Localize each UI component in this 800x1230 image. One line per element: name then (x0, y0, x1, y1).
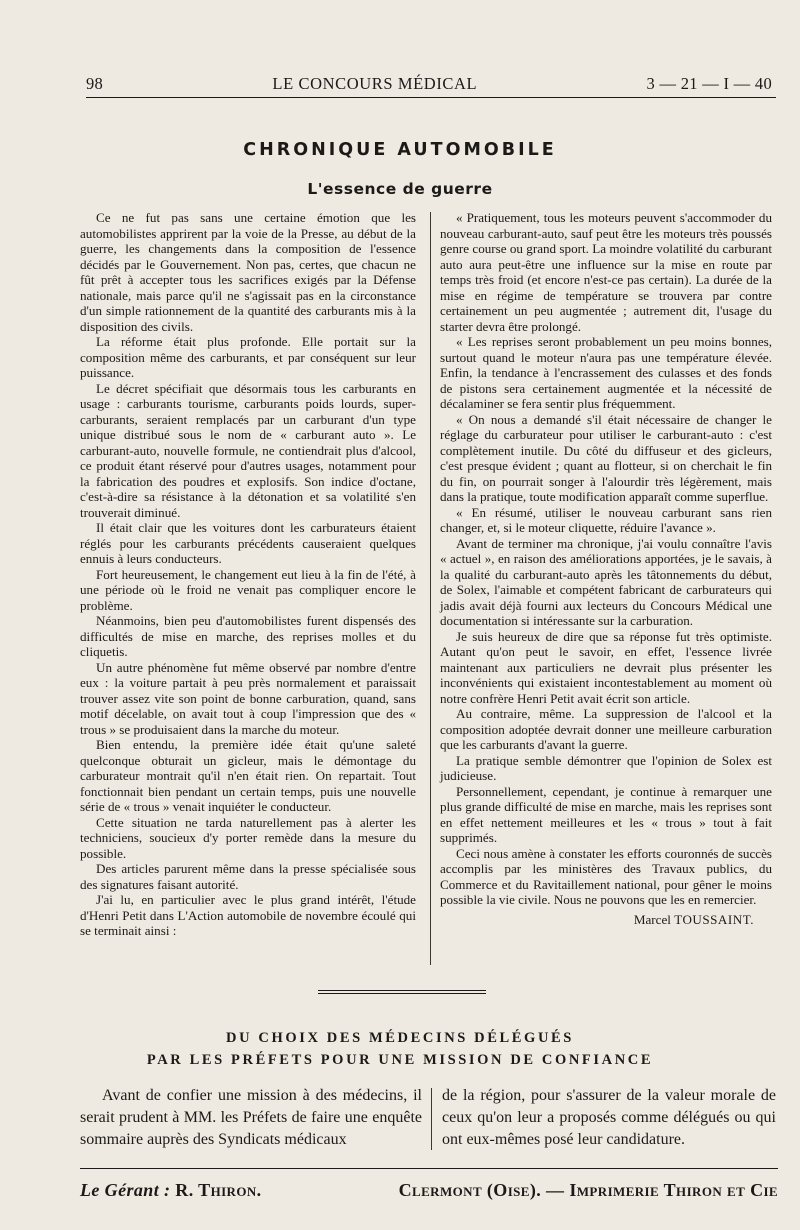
paragraph: Ce ne fut pas sans une certaine émotion que les automobilistes apprirent par la voie de la Presse, au début de la guerre, les changements dans la composition de l'essence décidés par le Gouvernement. Non pas, certes, que chacun ne fût prêt à accepter tous les sacrifices exigés par la Défense nationale, mais parce qu'il ne s'agissait pas en la circonstance d'un simple rationnement de la quantité des carburants mis à la disposition des civils. (80, 210, 416, 334)
paragraph: J'ai lu, en particulier avec le plus grand intérêt, l'étude d'Henri Petit dans L'Action automobile de novembre écoulé qui se terminait ainsi : (80, 892, 416, 938)
paragraph: Bien entendu, la première idée était qu'une saleté quelconque obturait un gicleur, mais le démontage du carburateur montrait qu'il n'en était rien. On repartait. Tout fonctionnait bien pendant un certain temps, puis une nouvelle série de « trous » venait inquiéter le conducteur. (80, 737, 416, 814)
notice-right-column (442, 1085, 776, 1151)
paragraph: « En résumé, utiliser le nouveau carburant sans rien changer, et, si le moteur cliquette, réduire l'avance ». (440, 504, 772, 535)
notice-left-column (80, 1085, 422, 1151)
paragraph: Il était clair que les voitures dont les carburateurs étaient réglés pour les carburants précédents causeraient quelques ennuis à leurs conducteurs. (80, 520, 416, 566)
author-signature (440, 912, 772, 928)
printer-credit: Clermont (Oise). — Imprimerie Thiron et Cie (398, 1180, 778, 1200)
article-left-column (80, 210, 416, 939)
paragraph: « On nous a demandé s'il était nécessaire de changer le réglage du carburateur pour utiliser le carburant-auto : c'est complètement inutile. Du côté du diffuseur et des gicleurs, c'est presque évident ; quant au flotteur, si on cherchait le fin du fin, on pourrait songer à l'alourdir très légèrement, mais dans la pratique, toute modification apparaît comme superflue. (440, 411, 772, 504)
gerant-name: R. Thiron. (175, 1180, 262, 1200)
paragraph: Personnellement, cependant, je continue à remarquer une plus grande difficulté de mise en marche, mais les reprises sont en effet nettement meilleures et les « trous » tout à fait supprimés. (440, 783, 772, 845)
gerant-label: Le Gérant : (80, 1180, 171, 1200)
paragraph: Un autre phénomène fut même observé par nombre d'entre eux : la voiture partait à peu près normalement et paraissait trouver assez vite son point de bonne carburation, quand, sans motif décelable, on avait tout à coup l'impression que des « trous » se produisaient dans la marche du moteur. (80, 659, 416, 737)
paragraph: Le décret spécifiait que désormais tous les carburants en usage : carburants tourisme, carburants poids lourds, super-carburants, seraient remplacés par un carburant d'un type unique distribué sous le nom de « carburant auto ». Le carburant-auto, nouvelle formule, ne contiendrait plus d'alcool, ce produit étant réservé pour d'autres usages, notamment pour la fabrication des poudres et explosifs. Son indice d'octane, c'est-à-dire sa résistance à la détonation et sa volatilité s'en trouverait diminué. (80, 380, 416, 520)
issue-date: 3 — 21 — I — 40 (646, 74, 772, 93)
paragraph: Ceci nous amène à constater les efforts couronnés de succès accomplis par les ministères des Travaux publics, du Commerce et du Ravitaillement national, pour gêner le moins possible la vie civile. Nous ne pouvons que les en remercier. (440, 845, 772, 907)
paragraph: La pratique semble démontrer que l'opinion de Solex est judicieuse. (440, 752, 772, 783)
notice-column-divider (431, 1088, 432, 1150)
paragraph: « Les reprises seront probablement un peu moins bonnes, surtout quand le moteur n'aura pas une température élevée. Enfin, la tendance à l'encrassement des culasses et des fonds de pistons sera certainement augmentée et la nécessité de décalaminer se fera sentir plus fréquemment. (440, 334, 772, 411)
page-number: 98 (86, 74, 104, 93)
paragraph: La réforme était plus profonde. Elle portait sur la composition même des carburants, et par conséquent sur leur puissance. (80, 334, 416, 380)
article-title: L'essence de guerre (307, 180, 493, 198)
column-divider (430, 212, 431, 965)
journal-title: LE CONCOURS MÉDICAL (272, 74, 478, 93)
author-first-name: Marcel (633, 911, 671, 927)
article-right-column (440, 210, 772, 927)
paragraph: Néanmoins, bien peu d'automobilistes furent dispensés des difficultés de mise en marche, des reprises molles et du cliquetis. (80, 613, 416, 659)
paragraph: Des articles parurent même dans la presse spécialisée sous des signatures faisant autorité. (80, 861, 416, 892)
author-last-name: TOUSSAINT. (674, 911, 754, 927)
footer-rule (80, 1168, 778, 1169)
gerant-credit (80, 1180, 262, 1201)
paragraph: « Pratiquement, tous les moteurs peuvent s'accommoder du nouveau carburant-auto, sauf peut être les moteurs très poussés genre course ou grand sport. La moindre volatilité du carburant auto aura peut-être une influence sur la mise en route par temps très froid (et encore n'est-ce pas certain). La durée de la mise en régime de température se trouvera par contre certainement un peu augmentée ; autrement dit, l'usage du starter devra être prolongé. (440, 210, 772, 334)
notice-text-left: Avant de confier une mission à des médecins, il serait prudent à MM. les Préfets de faire une enquête sommaire auprès des Syndicats médicaux (80, 1087, 422, 1148)
section-separator (318, 990, 486, 996)
page-footer (80, 1180, 778, 1201)
notice-text-right: de la région, pour s'assurer de la valeur morale de ceux qu'on leur a proposés comme délégués ou qui ont eux-mêmes posé leur candidature. (442, 1087, 776, 1148)
paragraph: Fort heureusement, le changement eut lieu à la fin de l'été, à une période où le froid ne venait pas compliquer encore le problème. (80, 566, 416, 613)
paragraph: Avant de terminer ma chronique, j'ai voulu connaître l'avis « actuel », en raison des améliorations apportées, je le savais, à la qualité du carburant-auto après les tâtonnements du début, de Solex, l'aimable et compétent fabricant de carburateurs qui jadis avait déjà fourni aux lecteurs du Concours Médical une documentation si intéressante sur la carburation. (440, 535, 772, 628)
paragraph: Au contraire, même. La suppression de l'alcool et la composition adoptée devrait donner une meilleure carburation que les carburants d'avant la guerre. (440, 706, 772, 752)
running-head (86, 74, 772, 94)
notice-title-line-2: PAR LES PRÉFETS POUR UNE MISSION DE CONFIANCE (146, 1052, 654, 1068)
section-title: CHRONIQUE AUTOMOBILE (243, 140, 557, 160)
paragraph: Je suis heureux de dire que sa réponse fut très optimiste. Autant qu'on peut le savoir, en effet, l'essence livrée maintenant aux particuliers ne devrait plus présenter les inconvénients qui existaient incontestablement au moment où notre confrère Henri Petit avait écrit son article. (440, 628, 772, 706)
header-rule (86, 97, 776, 98)
notice-title-line-1: DU CHOIX DES MÉDECINS DÉLÉGUÉS (226, 1030, 574, 1046)
paragraph: Cette situation ne tarda naturellement pas à alerter les techniciens, soucieux d'y porter remède dans la mesure du possible. (80, 814, 416, 861)
